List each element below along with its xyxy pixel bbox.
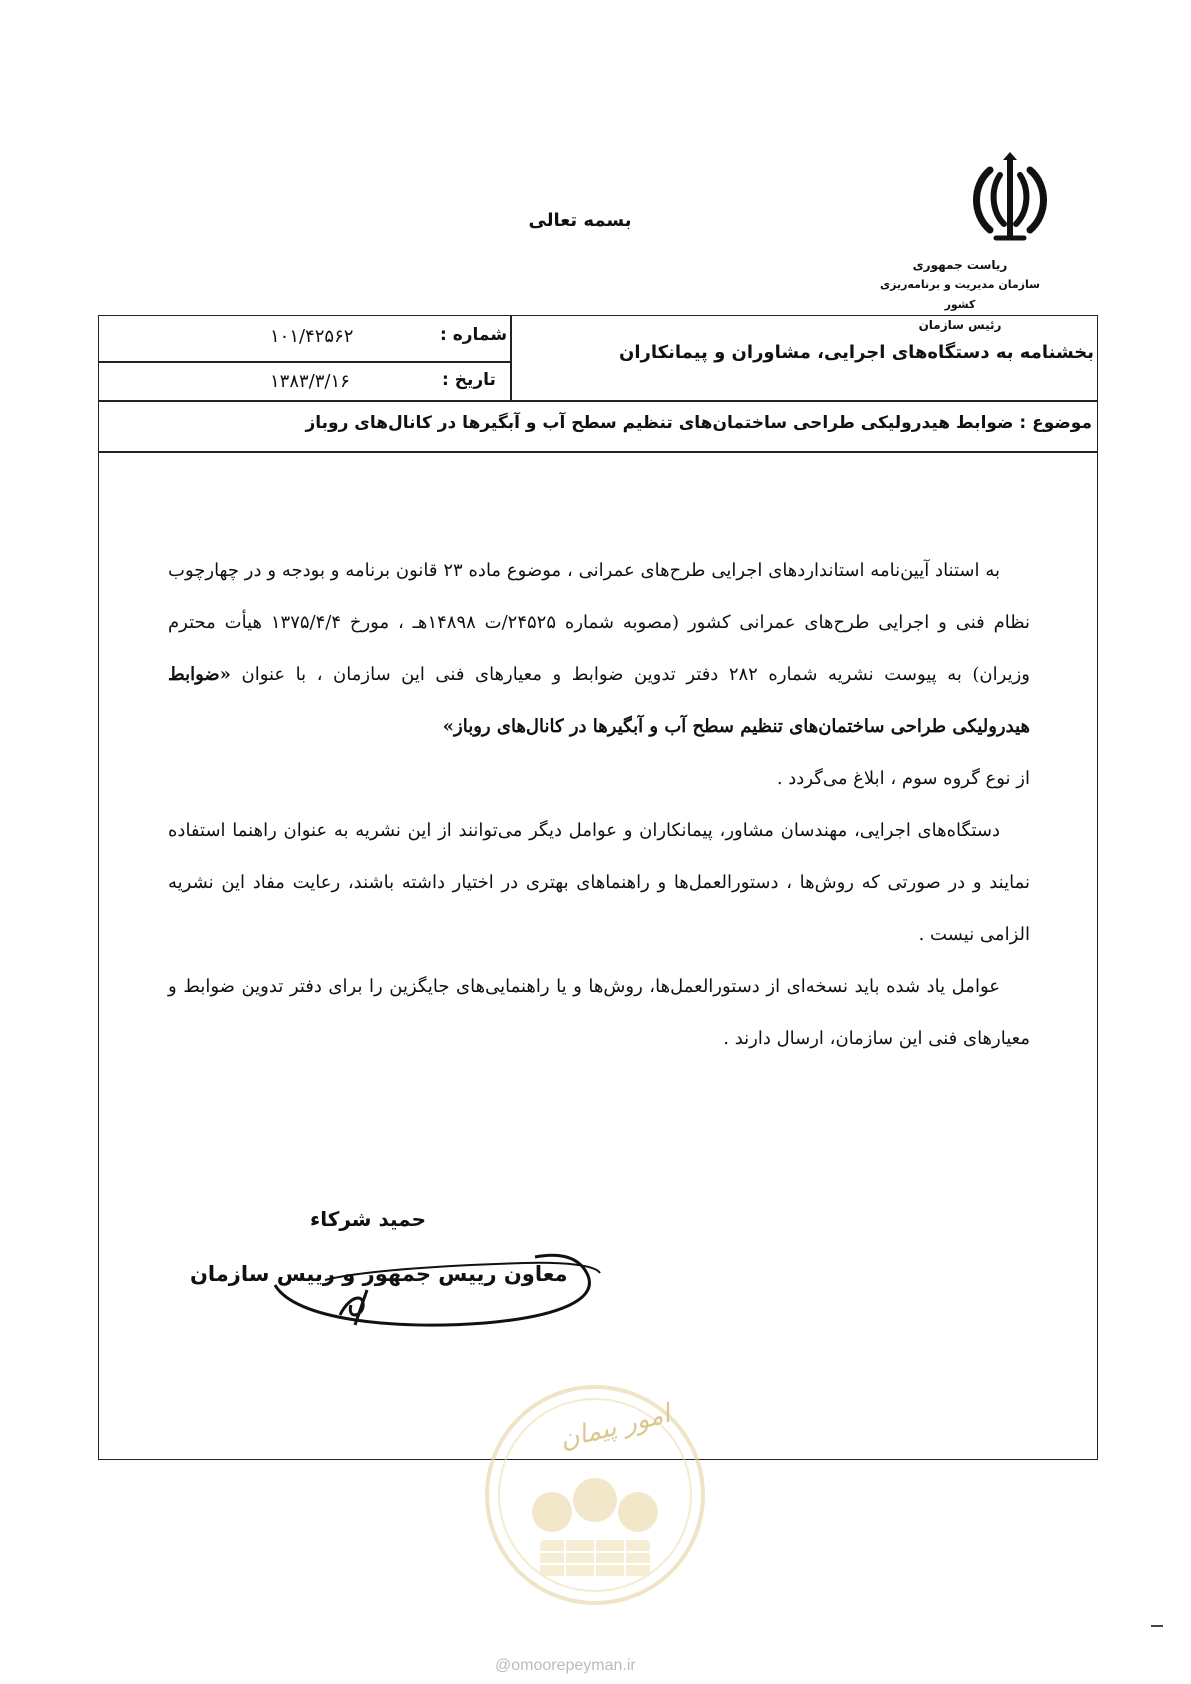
site-watermark: @omoorepeyman.ir bbox=[495, 1657, 636, 1674]
signer-name: حمید شرکاء bbox=[310, 1207, 426, 1231]
stamp-watermark bbox=[480, 1380, 710, 1610]
paragraph: از نوع گروه سوم ، ابلاغ می‌گردد . bbox=[776, 768, 1030, 789]
paragraph: عوامل یاد شده باید نسخه‌ای از دستورالعمل‌ها، روش‌ها و یا راهنمایی‌های جایگزین را برای دفتر تدوین ضوابط و معیارهای فنی این سازمان، ارسال دارند . bbox=[168, 976, 1030, 1049]
divider bbox=[510, 315, 512, 401]
org-line-organization: سازمان مدیریت و برنامه‌ریزی کشور bbox=[880, 278, 1040, 311]
at-icon: @ bbox=[495, 1657, 512, 1674]
stamp-text: امور پیمان bbox=[556, 1398, 674, 1456]
signature-mark bbox=[255, 1245, 635, 1335]
publication-title: «ضوابط هیدرولیکی طراحی ساختمان‌های تنظیم سطح آب و آبگیرها در کانال‌های روباز» bbox=[168, 664, 1030, 737]
signer-title: معاون رییس جمهور و رییس سازمان bbox=[190, 1262, 568, 1286]
subject-line: موضوع : ضوابط هیدرولیکی طراحی ساختمان‌های تنظیم سطح آب و آبگیرها در کانال‌های روباز bbox=[305, 413, 1092, 433]
recipient-line: بخشنامه به دستگاه‌های اجرایی، مشاوران و پیمانکاران bbox=[619, 342, 1094, 363]
divider bbox=[98, 361, 510, 363]
date-label: تاریخ : bbox=[442, 370, 496, 390]
date-value: ۱۳۸۳/۳/۱۶ bbox=[270, 371, 350, 392]
divider bbox=[98, 400, 1098, 402]
number-label: شماره : bbox=[440, 325, 508, 345]
iran-emblem-icon bbox=[960, 150, 1060, 250]
paragraph: دستگاه‌های اجرایی، مهندسان مشاور، پیمانکاران و عوامل دیگر می‌توانند از این نشریه به عنوان راهنما استفاده نمایند و در صورتی که روش‌ها ، دستورالعمل‌ها و راهنماهای بهتری در اختیار داشته باشند، رعایت مفاد این نشریه الزامی نیست . bbox=[168, 820, 1030, 945]
org-line-presidency: ریاست جمهوری bbox=[912, 258, 1008, 272]
number-value: ۱۰۱/۴۲۵۶۲ bbox=[270, 326, 354, 347]
paragraph: به استناد آیین‌نامه استانداردهای اجرایی طرح‌های عمرانی ، موضوع ماده ۲۳ قانون برنامه و بودجه و در چهارچوب نظام فنی و اجرایی طرح‌های عمرانی کشور (مصوبه شماره ۲۴۵۲۵/ت ۱۴۸۹۸هـ ، مورخ ۱۳۷۵/۴/۴ هیأت محترم وزیران) به پیوست نشریه شماره ۲۸۲ دفتر تدوین ضوابط و معیارهای فنی این سازمان ، با عنوان «ضوابط هیدرولیکی طراحی ساختمان‌های تنظیم سطح آب و آبگیرها در کانال‌های روباز» bbox=[168, 560, 1031, 737]
basmala: بسمه تعالی bbox=[528, 210, 632, 231]
letter-body bbox=[168, 545, 1030, 1065]
page-dash bbox=[1151, 1625, 1163, 1627]
org-line-head: رئیس سازمان bbox=[918, 318, 1002, 332]
divider bbox=[98, 451, 1098, 453]
